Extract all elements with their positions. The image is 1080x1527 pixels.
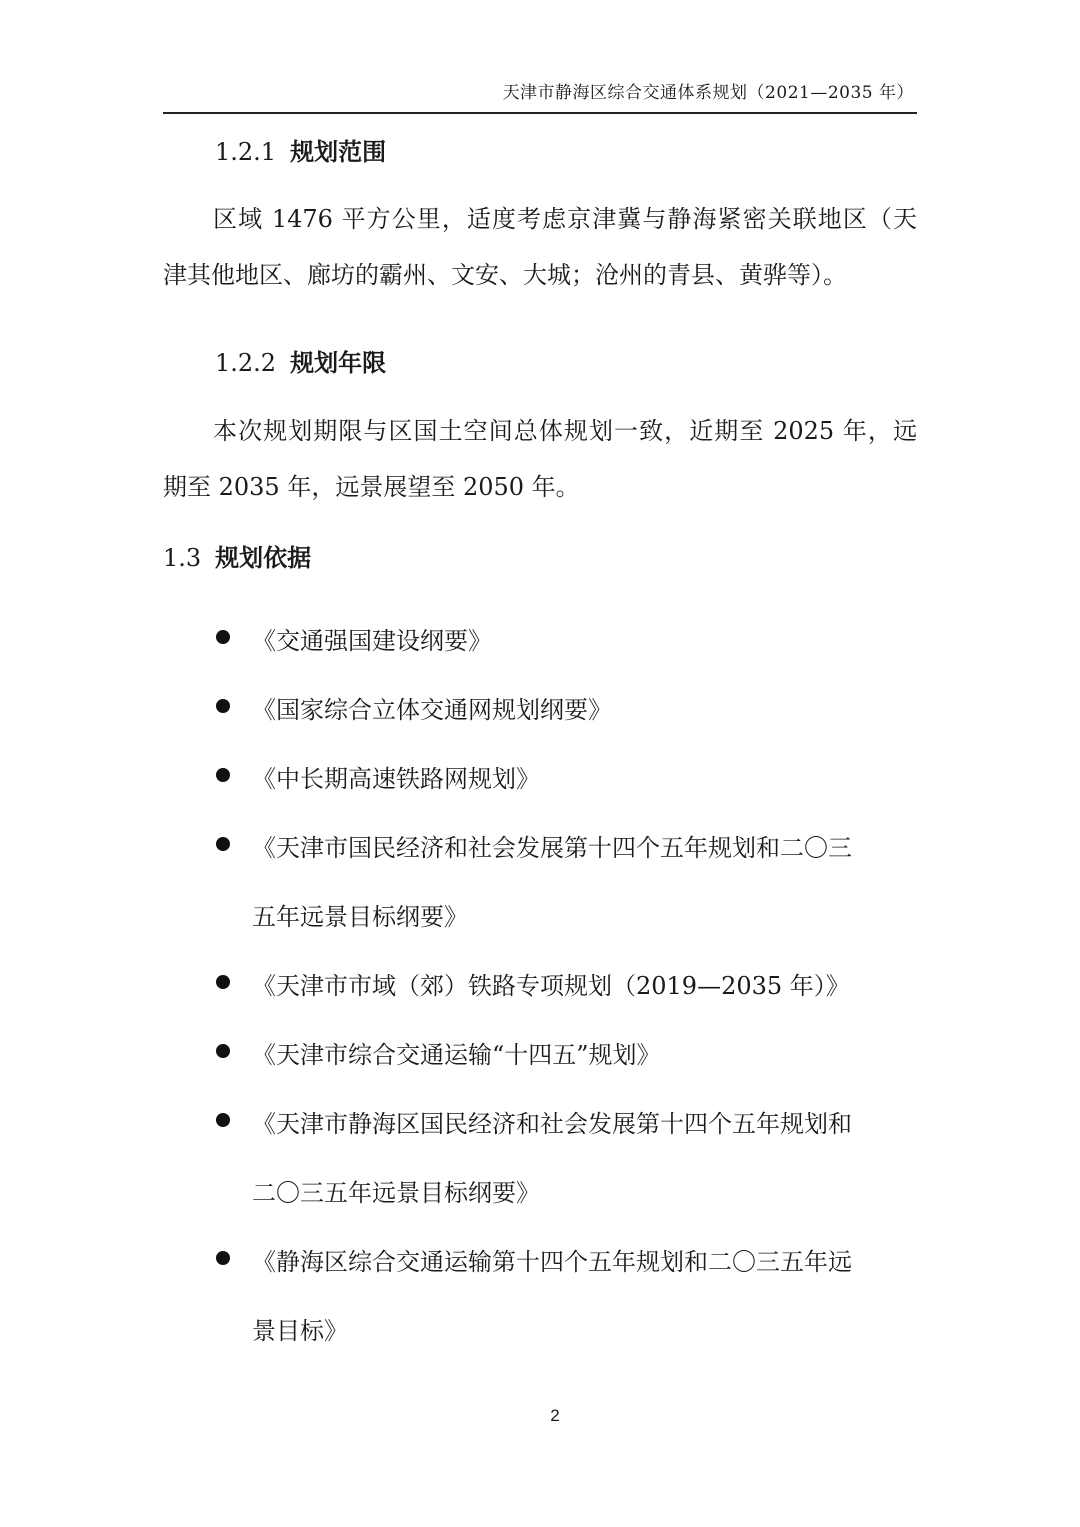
paragraph-scope-line-1: 区域 1476 平方公里，适度考虑京津冀与静海紧密关联地区（天 xyxy=(213,205,917,233)
heading-title: 规划依据 xyxy=(215,543,312,572)
list-item-text-continued: 五年远景目标纲要》 xyxy=(252,903,468,931)
list-item-text: 《天津市综合交通运输“十四五”规划》 xyxy=(252,1041,661,1069)
heading-title: 规划范围 xyxy=(290,137,387,166)
list-item-text: 《国家综合立体交通网规划纲要》 xyxy=(252,696,612,724)
list-item-text-continued: 二〇三五年远景目标纲要》 xyxy=(252,1179,540,1207)
paragraph-period-line-1: 本次规划期限与区国土空间总体规划一致，近期至 2025 年，远 xyxy=(213,417,917,445)
bullet-dot-icon xyxy=(216,1113,230,1127)
heading-title: 规划年限 xyxy=(290,348,387,377)
heading-1-2-2 xyxy=(215,343,386,378)
heading-number: 1.2.1 xyxy=(215,138,277,166)
list-item-text: 《交通强国建设纲要》 xyxy=(252,627,492,655)
list-item-text: 《天津市静海区国民经济和社会发展第十四个五年规划和 xyxy=(252,1110,852,1138)
list-item-text: 《天津市国民经济和社会发展第十四个五年规划和二〇三 xyxy=(252,834,852,862)
bullet-dot-icon xyxy=(216,699,230,713)
heading-number: 1.2.2 xyxy=(215,349,277,377)
list-item-text: 《天津市市域（郊）铁路专项规划（2019—2035 年）》 xyxy=(252,972,850,1000)
bullet-dot-icon xyxy=(216,837,230,851)
bullet-dot-icon xyxy=(216,1044,230,1058)
bullet-dot-icon xyxy=(216,975,230,989)
heading-number: 1.3 xyxy=(163,544,202,572)
bullet-dot-icon xyxy=(216,1251,230,1265)
list-item-text-continued: 景目标》 xyxy=(252,1317,348,1345)
bullet-dot-icon xyxy=(216,768,230,782)
header-rule xyxy=(163,112,917,114)
list-item-text: 《静海区综合交通运输第十四个五年规划和二〇三五年远 xyxy=(252,1248,852,1276)
list-item-text: 《中长期高速铁路网规划》 xyxy=(252,765,540,793)
paragraph-scope-line-2: 津其他地区、廊坊的霸州、文安、大城；沧州的青县、黄骅等）。 xyxy=(163,261,847,289)
paragraph-period-line-2: 期至 2035 年，远景展望至 2050 年。 xyxy=(163,473,580,501)
bullet-dot-icon xyxy=(216,630,230,644)
heading-1-3 xyxy=(163,538,311,573)
heading-1-2-1 xyxy=(215,132,386,167)
running-header: 天津市静海区综合交通体系规划（2021—2035 年） xyxy=(502,83,914,103)
page-number: 2 xyxy=(550,1406,560,1425)
